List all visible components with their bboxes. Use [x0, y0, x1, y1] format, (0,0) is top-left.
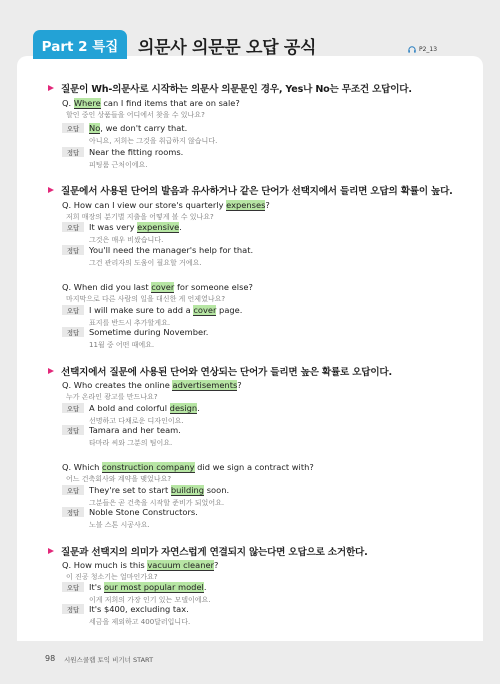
question-translation: 누가 온라인 광고를 만드나요?: [66, 393, 158, 401]
wrong-answer: 오답 A bold and colorful design.: [62, 403, 200, 413]
wrong-tag: 오답: [62, 403, 84, 413]
question-translation: 할인 중인 상품들을 어디에서 찾을 수 있나요?: [66, 111, 205, 119]
question-translation: 이 진공 청소기는 얼마인가요?: [66, 573, 158, 581]
right-answer: 정답 Tamara and her team.: [62, 425, 181, 435]
right-answer: 정답 Near the fitting rooms.: [62, 147, 183, 157]
answer-translation: 선명하고 다채로운 디자인이요.: [89, 417, 184, 425]
wrong-answer: 오답 No, we don't carry that.: [62, 123, 187, 133]
right-answer: 정답 You'll need the manager's help for that.: [62, 245, 253, 255]
question-translation: 마지막으로 다른 사람의 일을 대신한 게 언제였나요?: [66, 295, 226, 303]
wrong-answer: 오답 It's our most popular model.: [62, 582, 207, 592]
page-title: 의문사 의문문 오답 공식: [138, 38, 317, 58]
right-answer: 정답 Sometime during November.: [62, 327, 208, 337]
answer-translation: 그건 관리자의 도움이 필요할 거예요.: [89, 259, 202, 267]
wrong-tag: 오답: [62, 305, 84, 315]
headphones-icon: [408, 46, 416, 53]
question: Q. How can I view our store's quarterly expenses?: [62, 200, 270, 210]
answer-translation: 타마라 씨와 그분의 팀이요.: [89, 439, 173, 447]
answer-translation: 그분들은 곧 건축을 시작할 준비가 되었어요.: [89, 499, 225, 507]
right-answer: 정답 Noble Stone Constructors.: [62, 507, 198, 517]
right-answer: 정답 It's $400, excluding tax.: [62, 604, 189, 614]
answer-translation: 아니요, 저희는 그것을 취급하지 않습니다.: [89, 137, 218, 145]
pointer-icon: [48, 368, 54, 374]
answer-translation: 11월 중 어떤 때에요.: [89, 341, 155, 349]
right-tag: 정답: [62, 245, 84, 255]
audio-track-label: P2_13: [419, 46, 438, 53]
question: Q. Where can I find items that are on sale?: [62, 98, 240, 108]
wrong-answer: 오답 They're set to start building soon.: [62, 485, 229, 495]
wrong-answer: 오답 It was very expensive.: [62, 222, 182, 232]
book-title: 시원스쿨랩 토익 비기너 START: [64, 656, 154, 664]
right-tag: 정답: [62, 604, 84, 614]
question: Q. How much is this vacuum cleaner?: [62, 560, 219, 570]
question-translation: 저희 매장의 분기별 지출을 어떻게 볼 수 있나요?: [66, 213, 214, 221]
answer-translation: 표지를 반드시 추가할게요.: [89, 319, 171, 327]
pointer-icon: [48, 85, 54, 91]
question-translation: 어느 건축회사와 계약을 맺었나요?: [66, 475, 172, 483]
section-heading: 질문과 선택지의 의미가 자연스럽게 연결되지 않는다면 오답으로 소거한다.: [48, 544, 368, 558]
part-badge: Part 2 특집: [33, 30, 127, 59]
pointer-icon: [48, 548, 54, 554]
wrong-tag: 오답: [62, 222, 84, 232]
pointer-icon: [48, 187, 54, 193]
wrong-tag: 오답: [62, 485, 84, 495]
question: Q. Which construction company did we sign a contract with?: [62, 462, 314, 472]
question: Q. Who creates the online advertisements?: [62, 380, 242, 390]
page-number: 98: [45, 654, 56, 663]
right-tag: 정답: [62, 507, 84, 517]
right-tag: 정답: [62, 425, 84, 435]
section-heading: 질문에서 사용된 단어의 발음과 유사하거나 같은 단어가 선택지에서 들리면 오답의 확률이 높다.: [48, 183, 453, 197]
answer-translation: 그것은 매우 비쌌습니다.: [89, 236, 164, 244]
answer-translation: 노블 스톤 시공사요.: [89, 521, 150, 529]
wrong-tag: 오답: [62, 123, 84, 133]
right-tag: 정답: [62, 327, 84, 337]
question: Q. When did you last cover for someone else?: [62, 282, 253, 292]
section-heading: 선택지에서 질문에 사용된 단어와 연상되는 단어가 들리면 높은 확률로 오답이다.: [48, 364, 392, 378]
audio-track[interactable]: [408, 46, 437, 53]
section-heading: 질문이 Wh-의문사로 시작하는 의문사 의문문인 경우, Yes나 No는 무조건 오답이다.: [48, 81, 412, 95]
wrong-answer: 오답 I will make sure to add a cover page.: [62, 305, 242, 315]
answer-translation: 피팅룸 근처이에요.: [89, 161, 148, 169]
answer-translation: 이게 저희의 가장 인기 있는 모델이에요.: [89, 596, 211, 604]
wrong-tag: 오답: [62, 582, 84, 592]
answer-translation: 세금을 제외하고 400달러입니다.: [89, 618, 191, 626]
right-tag: 정답: [62, 147, 84, 157]
